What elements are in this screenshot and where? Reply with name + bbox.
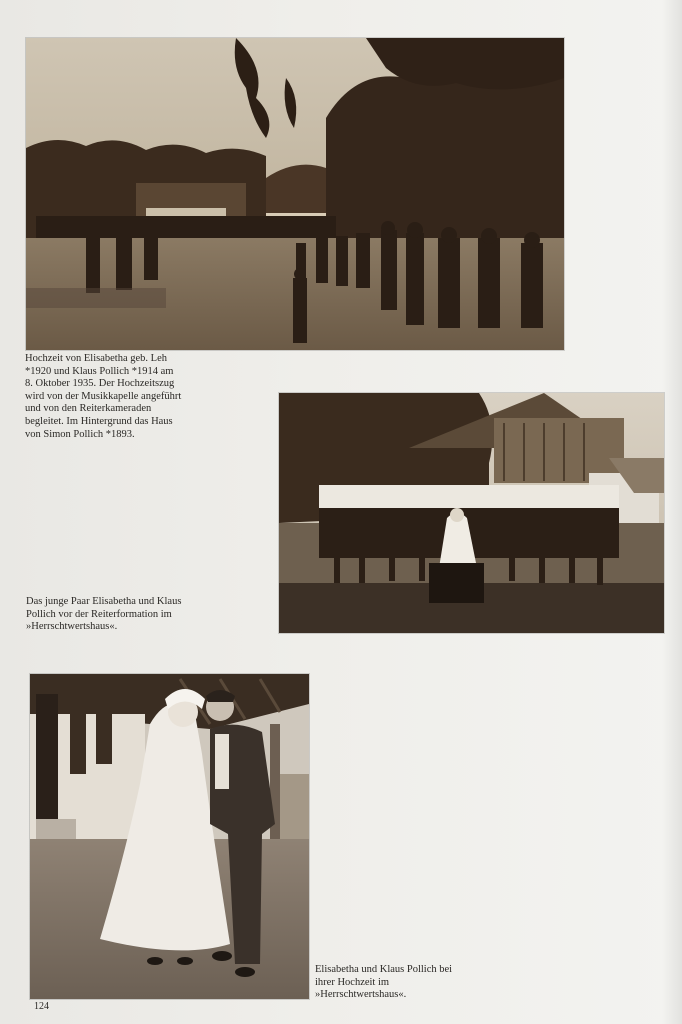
page-edge-shadow — [662, 0, 682, 1024]
photo-rider-formation-image — [279, 393, 664, 633]
photo-rider-formation — [279, 393, 664, 633]
photo-couple-portrait-image — [30, 674, 309, 999]
photo-couple-portrait — [30, 674, 309, 999]
page-number: 124 — [34, 1001, 49, 1012]
caption-wedding-procession: Hochzeit von Elisabetha geb. Leh *1920 und Klaus Pollich *1914 am 8. Oktober 1935. Der Hochzeitszug wird von der Musikkapelle angeführt und von den Reiterkameraden begleitet. Im Hintergrund das Haus von Simon Pollich *1893. — [25, 353, 182, 440]
photo-wedding-procession-image — [26, 38, 564, 350]
caption-rider-formation: Das junge Paar Elisabetha und Klaus Pollich vor der Reiterformation im »Herrschtwertshaus«. — [26, 596, 182, 633]
caption-couple-portrait: Elisabetha und Klaus Pollich bei ihrer Hochzeit im »Herrschtwertshaus«. — [315, 964, 453, 1001]
photo-wedding-procession — [26, 38, 564, 350]
